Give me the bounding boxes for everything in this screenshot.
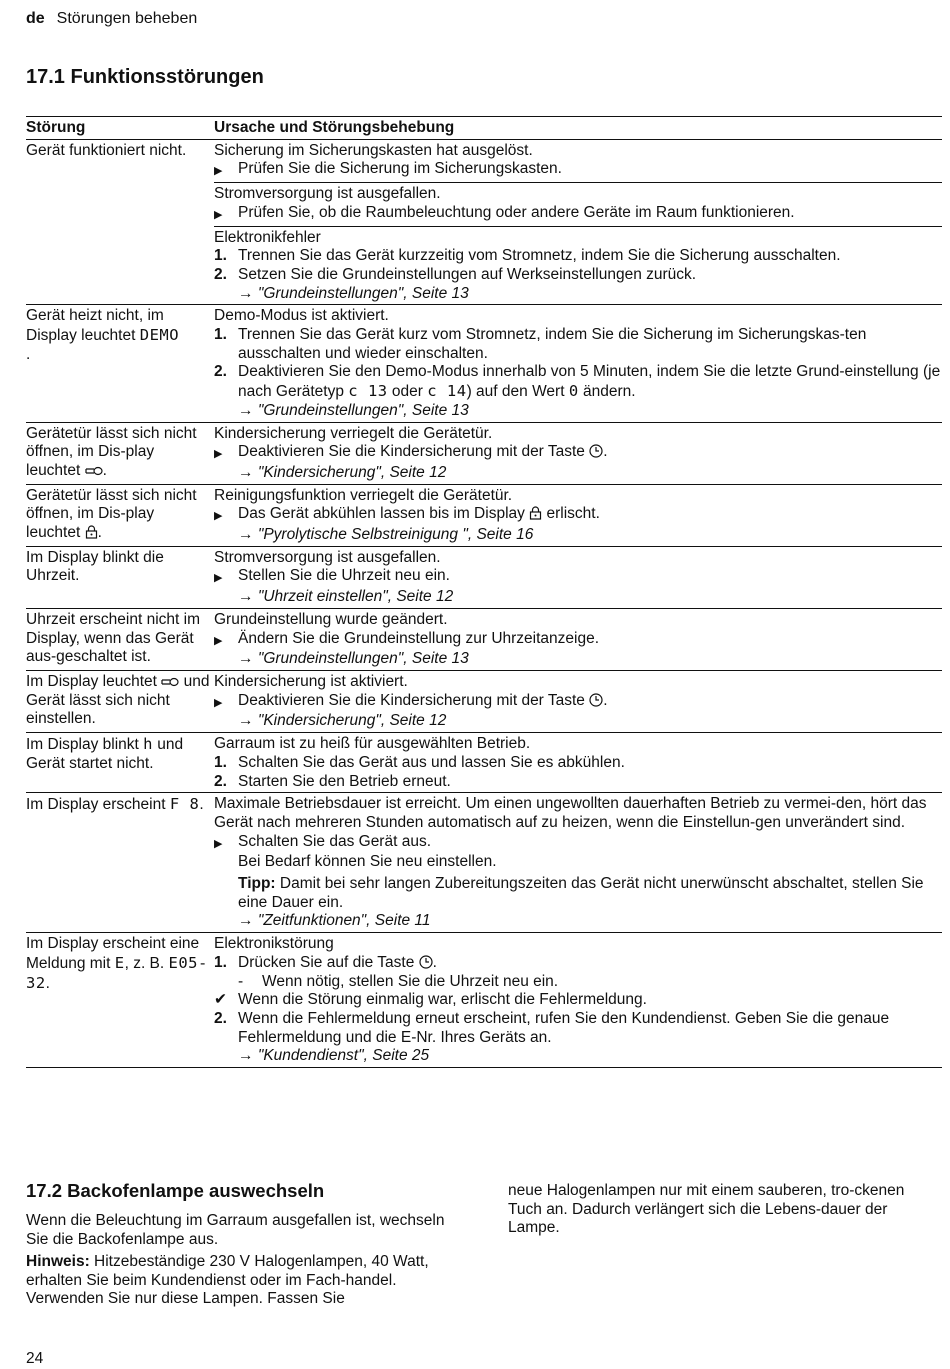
bullet-icon: ▶ [214, 696, 223, 709]
step-text: Das Gerät abkühlen lassen bis im Display erlischt. [238, 505, 600, 523]
step-text: Trennen Sie das Gerät kurzzeitig vom Stromnetz, indem Sie die Sicherung ausschalten. [238, 247, 841, 265]
cause-cell [214, 425, 942, 483]
key-lock-icon [161, 676, 179, 688]
language-code: de [26, 10, 45, 27]
cause-text: Maximale Betriebsdauer ist erreicht. Um einen ungewollten dauerhaften Betrieb zu vermei-den, hört das Gerät nach mehreren Stunden automatisch auf zu heizen, wenn die Einstellun-gen unverändert sind. [214, 795, 927, 831]
cause-text: Stromversorgung ist ausgefallen. [214, 185, 441, 203]
cause-text: Elektronikfehler [214, 228, 321, 246]
clock-icon [589, 444, 603, 458]
cross-reference-link[interactable]: → "Pyrolytische Selbstreinigung ", Seite 16 [238, 526, 534, 544]
cause-cell [214, 611, 942, 669]
display-code: 0 [568, 382, 579, 401]
step-text: Wenn die Fehlermeldung erneut erscheint, rufen Sie den Kundendienst. Geben Sie die genaue Fehlermeldung und die E-Nr. Ihres Geräts an. [238, 1009, 890, 1046]
step-number: 1. [214, 326, 227, 344]
step-number: 1. [214, 953, 227, 971]
clock-icon [419, 955, 433, 969]
arrow-icon: → [238, 401, 254, 419]
step-text: Deaktivieren Sie die Kindersicherung mit der Taste . [238, 443, 608, 461]
step-number: 1. [214, 753, 227, 771]
bullet-icon: ▶ [214, 448, 223, 461]
problem-cell: Im Display erscheint F 8. [26, 795, 204, 814]
cross-reference-link[interactable]: → "Kindersicherung", Seite 12 [238, 712, 447, 730]
table-row [26, 547, 942, 609]
running-header [26, 10, 197, 28]
table-header [26, 116, 942, 140]
arrow-icon: → [238, 284, 254, 302]
display-code: F 8 [169, 795, 200, 814]
table-row [26, 733, 942, 793]
troubleshooting-table [26, 116, 942, 1068]
cause-text: Garraum ist zu heiß für ausgewählten Betrieb. [214, 735, 531, 753]
cross-reference-link[interactable]: → "Zeitfunktionen", Seite 11 [238, 912, 431, 930]
cause-text: Reinigungsfunktion verriegelt die Gerätetür. [214, 486, 513, 504]
arrow-icon: → [238, 712, 254, 730]
arrow-icon: → [238, 588, 254, 606]
bullet-icon: ▶ [214, 165, 223, 178]
section-title-17-1: 17.1 Funktionsstörungen [26, 66, 264, 88]
hint-paragraph: Hinweis: Hitzebeständige 230 V Halogenlampen, 40 Watt, erhalten Sie beim Kundendienst oder im Fach-handel. Verwenden Sie nur diese Lampen. Fassen Sie [26, 1253, 429, 1307]
step-text: Wenn nötig, stellen Sie die Uhrzeit neu ein. [262, 972, 559, 990]
cause-cell [214, 935, 942, 1066]
cause-block [214, 185, 942, 226]
display-code: h [143, 735, 153, 754]
tip: Tipp: Damit bei sehr langen Zubereitungszeiten das Gerät nicht unerwünscht abschaltet, stellen Sie eine Dauer ein. [238, 875, 924, 911]
cross-reference-link[interactable]: → "Grundeinstellungen", Seite 13 [238, 284, 469, 302]
problem-cell: Im Display blinkt h und Gerät startet nicht. [26, 735, 184, 772]
table-row [26, 671, 942, 733]
table-row [26, 793, 942, 933]
cross-reference-link[interactable]: → "Kindersicherung", Seite 12 [238, 463, 447, 481]
cause-text: Kindersicherung verriegelt die Gerätetür. [214, 424, 493, 442]
problem-cell: Gerät heizt nicht, im Display leuchtet DEMO . [26, 307, 180, 363]
key-lock-icon [85, 465, 103, 477]
problem-cell: Im Display leuchtet und Gerät lässt sich nicht einstellen. [26, 672, 210, 728]
step-number: 2. [214, 1009, 227, 1027]
cause-cell [214, 549, 942, 607]
cross-reference-link[interactable]: → "Grundeinstellungen", Seite 13 [238, 401, 469, 419]
step-text: Setzen Sie die Grundeinstellungen auf Werkseinstellungen zurück. [238, 265, 697, 283]
cause-block [214, 229, 942, 304]
bullet-icon: ▶ [214, 572, 223, 585]
bullet-icon: ▶ [214, 510, 223, 523]
display-code: E05-32 [26, 953, 208, 992]
cause-text: Kindersicherung ist aktiviert. [214, 672, 408, 690]
display-code: c 14 [427, 382, 467, 401]
paragraph: neue Halogenlampen nur mit einem sauberen, tro-ckenen Tuch an. Dadurch verlängert sich die Lebens-dauer der Lampe. [508, 1182, 905, 1236]
cause-cell [214, 673, 942, 731]
problem-cell: Gerätetür lässt sich nicht öffnen, im Dis-play leuchtet . [26, 424, 197, 479]
step-text: Starten Sie den Betrieb erneut. [238, 772, 451, 790]
cause-text: Sicherung im Sicherungskasten hat ausgelöst. [214, 141, 533, 159]
cause-block [214, 142, 942, 183]
bullet-icon: ▶ [214, 837, 223, 850]
step-text: Trennen Sie das Gerät kurz vom Stromnetz, indem Sie die Sicherung im Sicherungskas-ten ausschalten und wieder einschalten. [238, 326, 867, 362]
step-text: Deaktivieren Sie die Kindersicherung mit der Taste . [238, 691, 608, 709]
cause-text: Elektronikstörung [214, 935, 334, 953]
page-number: 24 [26, 1350, 44, 1367]
display-code: DEMO [139, 326, 180, 345]
arrow-icon: → [238, 912, 254, 930]
table-row [26, 933, 942, 1068]
step-text: Prüfen Sie die Sicherung im Sicherungskasten. [238, 160, 562, 178]
step-text: Prüfen Sie, ob die Raumbeleuchtung oder andere Geräte im Raum funktionieren. [238, 203, 795, 221]
arrow-icon: → [238, 463, 254, 481]
step-text: Schalten Sie das Gerät aus. [238, 832, 432, 850]
table-row [26, 140, 942, 306]
cross-reference-link[interactable]: → "Grundeinstellungen", Seite 13 [238, 650, 469, 668]
padlock-icon [529, 506, 542, 520]
cause-cell [214, 795, 942, 931]
result-text: Wenn die Störung einmalig war, erlischt die Fehlermeldung. [238, 991, 647, 1009]
column-header-cause: Ursache und Störungsbehebung [214, 119, 455, 136]
cross-reference-link[interactable]: → "Kundendienst", Seite 25 [238, 1047, 430, 1065]
table-row [26, 305, 942, 422]
bullet-icon: ▶ [214, 634, 223, 647]
clock-icon [589, 693, 603, 707]
checkmark-icon: ✔ [214, 991, 227, 1009]
table-row [26, 485, 942, 547]
cause-cell [214, 487, 942, 545]
display-code: c 13 [348, 382, 388, 401]
step-text: Ändern Sie die Grundeinstellung zur Uhrzeitanzeige. [238, 629, 600, 647]
problem-cell: Uhrzeit erscheint nicht im Display, wenn das Gerät aus-geschaltet ist. [26, 610, 201, 666]
display-code: E [114, 953, 125, 972]
step-text: Schalten Sie das Gerät aus und lassen Sie es abkühlen. [238, 753, 625, 771]
cause-cell [214, 307, 942, 420]
section-title-17-2: 17.2 Backofenlampe auswechseln [26, 1180, 325, 1201]
dash-marker: - [238, 972, 244, 990]
column-header-problem: Störung [26, 119, 86, 136]
chapter-title: Störungen beheben [56, 10, 198, 27]
cross-reference-link[interactable]: → "Uhrzeit einstellen", Seite 12 [238, 588, 454, 606]
cause-text: Demo-Modus ist aktiviert. [214, 307, 389, 325]
arrow-icon: → [238, 526, 254, 544]
step-text: Stellen Sie die Uhrzeit neu ein. [238, 567, 450, 585]
problem-cell: Gerätetür lässt sich nicht öffnen, im Dis-play leuchtet . [26, 486, 197, 542]
cause-cell [214, 735, 942, 791]
step-number: 1. [214, 247, 227, 265]
step-note: Bei Bedarf können Sie neu einstellen. [238, 853, 497, 871]
cause-cell [214, 142, 942, 304]
arrow-icon: → [238, 650, 254, 668]
step-number: 2. [214, 772, 227, 790]
right-column-text [508, 1182, 938, 1242]
step-number: 2. [214, 363, 227, 381]
bullet-icon: ▶ [214, 208, 223, 221]
problem-cell: Gerät funktioniert nicht. [26, 141, 187, 159]
arrow-icon: → [238, 1047, 254, 1065]
step-text: Drücken Sie auf die Taste . [238, 953, 437, 971]
cause-text: Stromversorgung ist ausgefallen. [214, 548, 441, 566]
table-row [26, 609, 942, 671]
cause-text: Grundeinstellung wurde geändert. [214, 610, 448, 628]
problem-cell: Im Display blinkt die Uhrzeit. [26, 548, 164, 585]
step-text: Deaktivieren Sie den Demo-Modus innerhalb von 5 Minuten, indem Sie die letzte Grund-einstellung (je nach Gerätetyp c 13 oder c 14) auf den Wert 0 ändern. [238, 363, 941, 401]
table-row [26, 423, 942, 485]
padlock-icon [85, 525, 98, 539]
paragraph: Wenn die Beleuchtung im Garraum ausgefallen ist, wechseln Sie die Backofenlampe aus. [26, 1212, 445, 1248]
problem-cell: Im Display erscheint eine Meldung mit E, z. B. E05-32. [26, 935, 208, 992]
left-column-text [26, 1212, 466, 1313]
step-number: 2. [214, 265, 227, 283]
